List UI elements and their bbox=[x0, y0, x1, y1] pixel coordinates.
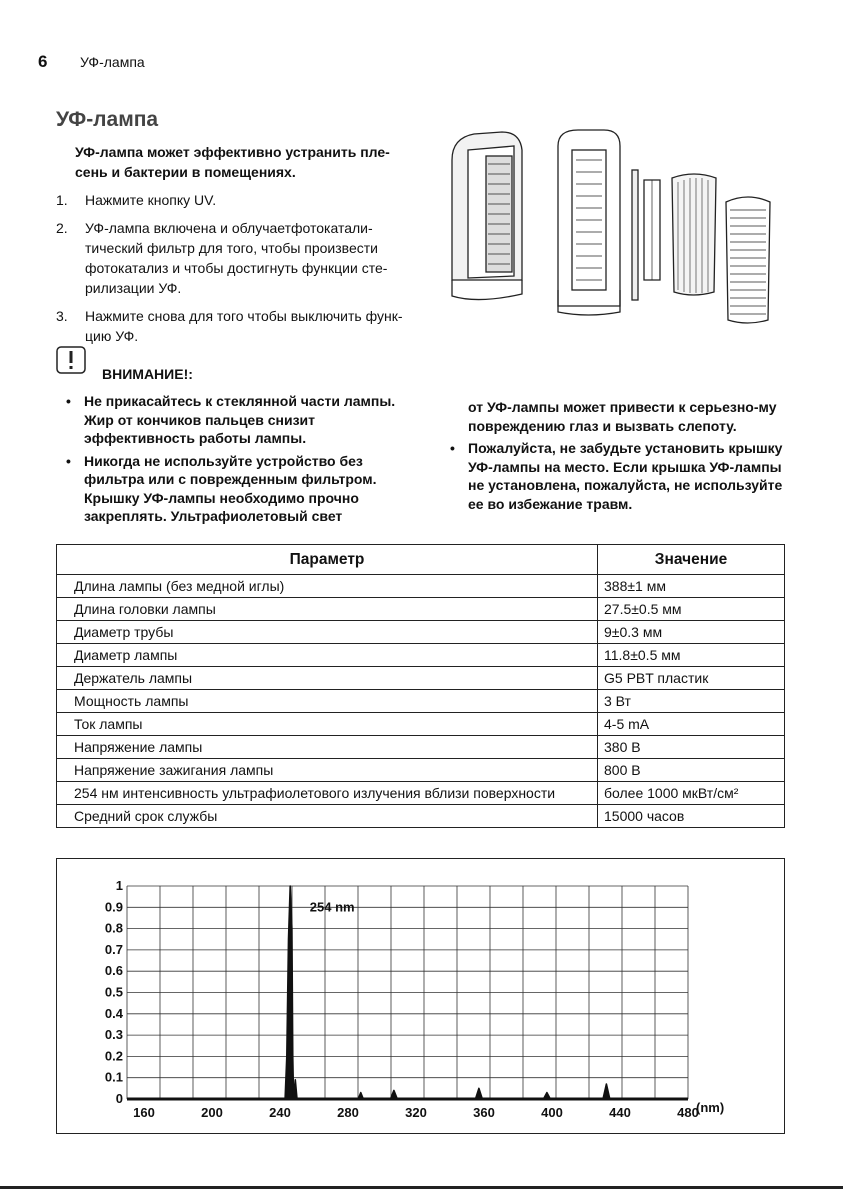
section-title: УФ-лампа bbox=[56, 108, 159, 131]
value-cell: более 1000 мкВт/см² bbox=[598, 782, 785, 805]
param-cell: Диаметр лампы bbox=[57, 644, 598, 667]
warning-title: ВНИМАНИЕ!: bbox=[102, 366, 193, 382]
warning-item: • Пожалуйста, не забудьте установить крышку УФ-лампы на место. Если крышка УФ-лампы не установлена, пожалуйста, не используйте ее во избежание травм. bbox=[444, 439, 789, 513]
param-cell: Мощность лампы bbox=[57, 690, 598, 713]
param-cell: Ток лампы bbox=[57, 713, 598, 736]
x-tick-label: 240 bbox=[269, 1105, 291, 1120]
value-cell: 380 В bbox=[598, 736, 785, 759]
device-illustration bbox=[438, 120, 783, 335]
table-row bbox=[57, 667, 785, 690]
spectrum-chart bbox=[56, 858, 785, 1134]
x-tick-label: 160 bbox=[133, 1105, 155, 1120]
param-cell: 254 нм интенсивность ультрафиолетового излучения вблизи поверхности bbox=[57, 782, 598, 805]
step-number: 1. bbox=[56, 192, 68, 208]
y-tick-label: 0.1 bbox=[104, 1069, 123, 1085]
intro-text: УФ-лампа может эффективно устранить пле-сень и бактерии в помещениях. bbox=[75, 144, 390, 180]
y-tick-label: 0.3 bbox=[104, 1027, 123, 1043]
spectrum-chart-svg bbox=[57, 859, 784, 1133]
y-tick-label: 0.9 bbox=[104, 899, 123, 915]
y-tick-label: 0.4 bbox=[104, 1005, 123, 1021]
x-tick-label: 360 bbox=[473, 1105, 495, 1120]
value-cell: 388±1 мм bbox=[598, 575, 785, 598]
step-item bbox=[56, 218, 416, 298]
step-text: Нажмите снова для того чтобы выключить функ-цию УФ. bbox=[85, 308, 403, 344]
param-cell: Держатель лампы bbox=[57, 667, 598, 690]
value-cell: 4-5 mA bbox=[598, 713, 785, 736]
table-row bbox=[57, 759, 785, 782]
table-row bbox=[57, 690, 785, 713]
step-number: 3. bbox=[56, 308, 68, 324]
warning-list-right bbox=[444, 398, 789, 517]
table-row bbox=[57, 805, 785, 828]
y-tick-label: 0.2 bbox=[104, 1048, 123, 1064]
y-tick-label: 0 bbox=[115, 1091, 123, 1106]
x-tick-label: 280 bbox=[337, 1105, 359, 1120]
step-item bbox=[56, 306, 416, 346]
value-cell: 27.5±0.5 мм bbox=[598, 598, 785, 621]
table-row bbox=[57, 575, 785, 598]
table-header-row bbox=[57, 545, 785, 575]
param-cell: Напряжение лампы bbox=[57, 736, 598, 759]
warning-item: • Не прикасайтесь к стеклянной части лампы. Жир от кончиков пальцев снизит эффективность работы лампы. bbox=[60, 392, 405, 448]
step-text: Нажмите кнопку UV. bbox=[85, 192, 217, 208]
value-cell: 800 В bbox=[598, 759, 785, 782]
table-row bbox=[57, 621, 785, 644]
parameters-table bbox=[56, 544, 785, 828]
warning-item: • Никогда не используйте устройство без фильтра или с поврежденным фильтром. Крышку УФ-лампы необходимо прочно закреплять. Ультрафиолетовый свет bbox=[60, 452, 405, 526]
column-header-parameter: Параметр bbox=[57, 545, 598, 575]
step-number: 2. bbox=[56, 220, 68, 236]
param-cell: Диаметр трубы bbox=[57, 621, 598, 644]
y-tick-label: 0.5 bbox=[104, 984, 123, 1000]
warning-list-left bbox=[60, 392, 405, 530]
step-item bbox=[56, 190, 416, 210]
y-tick-label: 0.8 bbox=[104, 920, 123, 936]
x-tick-label: 480 bbox=[677, 1105, 699, 1120]
table-row bbox=[57, 713, 785, 736]
table-row bbox=[57, 644, 785, 667]
steps-list bbox=[56, 190, 416, 354]
warning-continuation: от УФ-лампы может привести к серьезно-му повреждению глаз и вызвать слепоту. bbox=[468, 399, 777, 434]
peak-annotation: 254 nm bbox=[309, 899, 355, 915]
x-tick-label: 320 bbox=[405, 1105, 427, 1120]
table-row bbox=[57, 736, 785, 759]
table-row bbox=[57, 782, 785, 805]
y-tick-label: 1 bbox=[115, 878, 123, 893]
header-title: УФ-лампа bbox=[80, 54, 145, 70]
x-tick-label: 200 bbox=[201, 1105, 223, 1120]
y-tick-label: 0.7 bbox=[104, 941, 123, 957]
param-cell: Средний срок службы bbox=[57, 805, 598, 828]
x-tick-label: 400 bbox=[541, 1105, 563, 1120]
value-cell: G5 PBT пластик bbox=[598, 667, 785, 690]
step-text: УФ-лампа включена и облучаетфотокатали-тический фильтр для того, чтобы произвести фотокатализ и чтобы достигнуть функции сте-рилизации УФ. bbox=[85, 220, 388, 296]
page-number: 6 bbox=[38, 52, 48, 71]
value-cell: 3 Вт bbox=[598, 690, 785, 713]
value-cell: 11.8±0.5 мм bbox=[598, 644, 785, 667]
y-tick-label: 0.6 bbox=[104, 963, 123, 979]
param-cell: Длина лампы (без медной иглы) bbox=[57, 575, 598, 598]
table-row bbox=[57, 598, 785, 621]
column-header-value: Значение bbox=[598, 545, 785, 575]
exclamation-icon bbox=[56, 346, 86, 374]
param-cell: Длина головки лампы bbox=[57, 598, 598, 621]
value-cell: 9±0.3 мм bbox=[598, 621, 785, 644]
value-cell: 15000 часов bbox=[598, 805, 785, 828]
param-cell: Напряжение зажигания лампы bbox=[57, 759, 598, 782]
x-axis-label: (nm) bbox=[696, 1100, 725, 1115]
x-tick-label: 440 bbox=[609, 1105, 631, 1120]
